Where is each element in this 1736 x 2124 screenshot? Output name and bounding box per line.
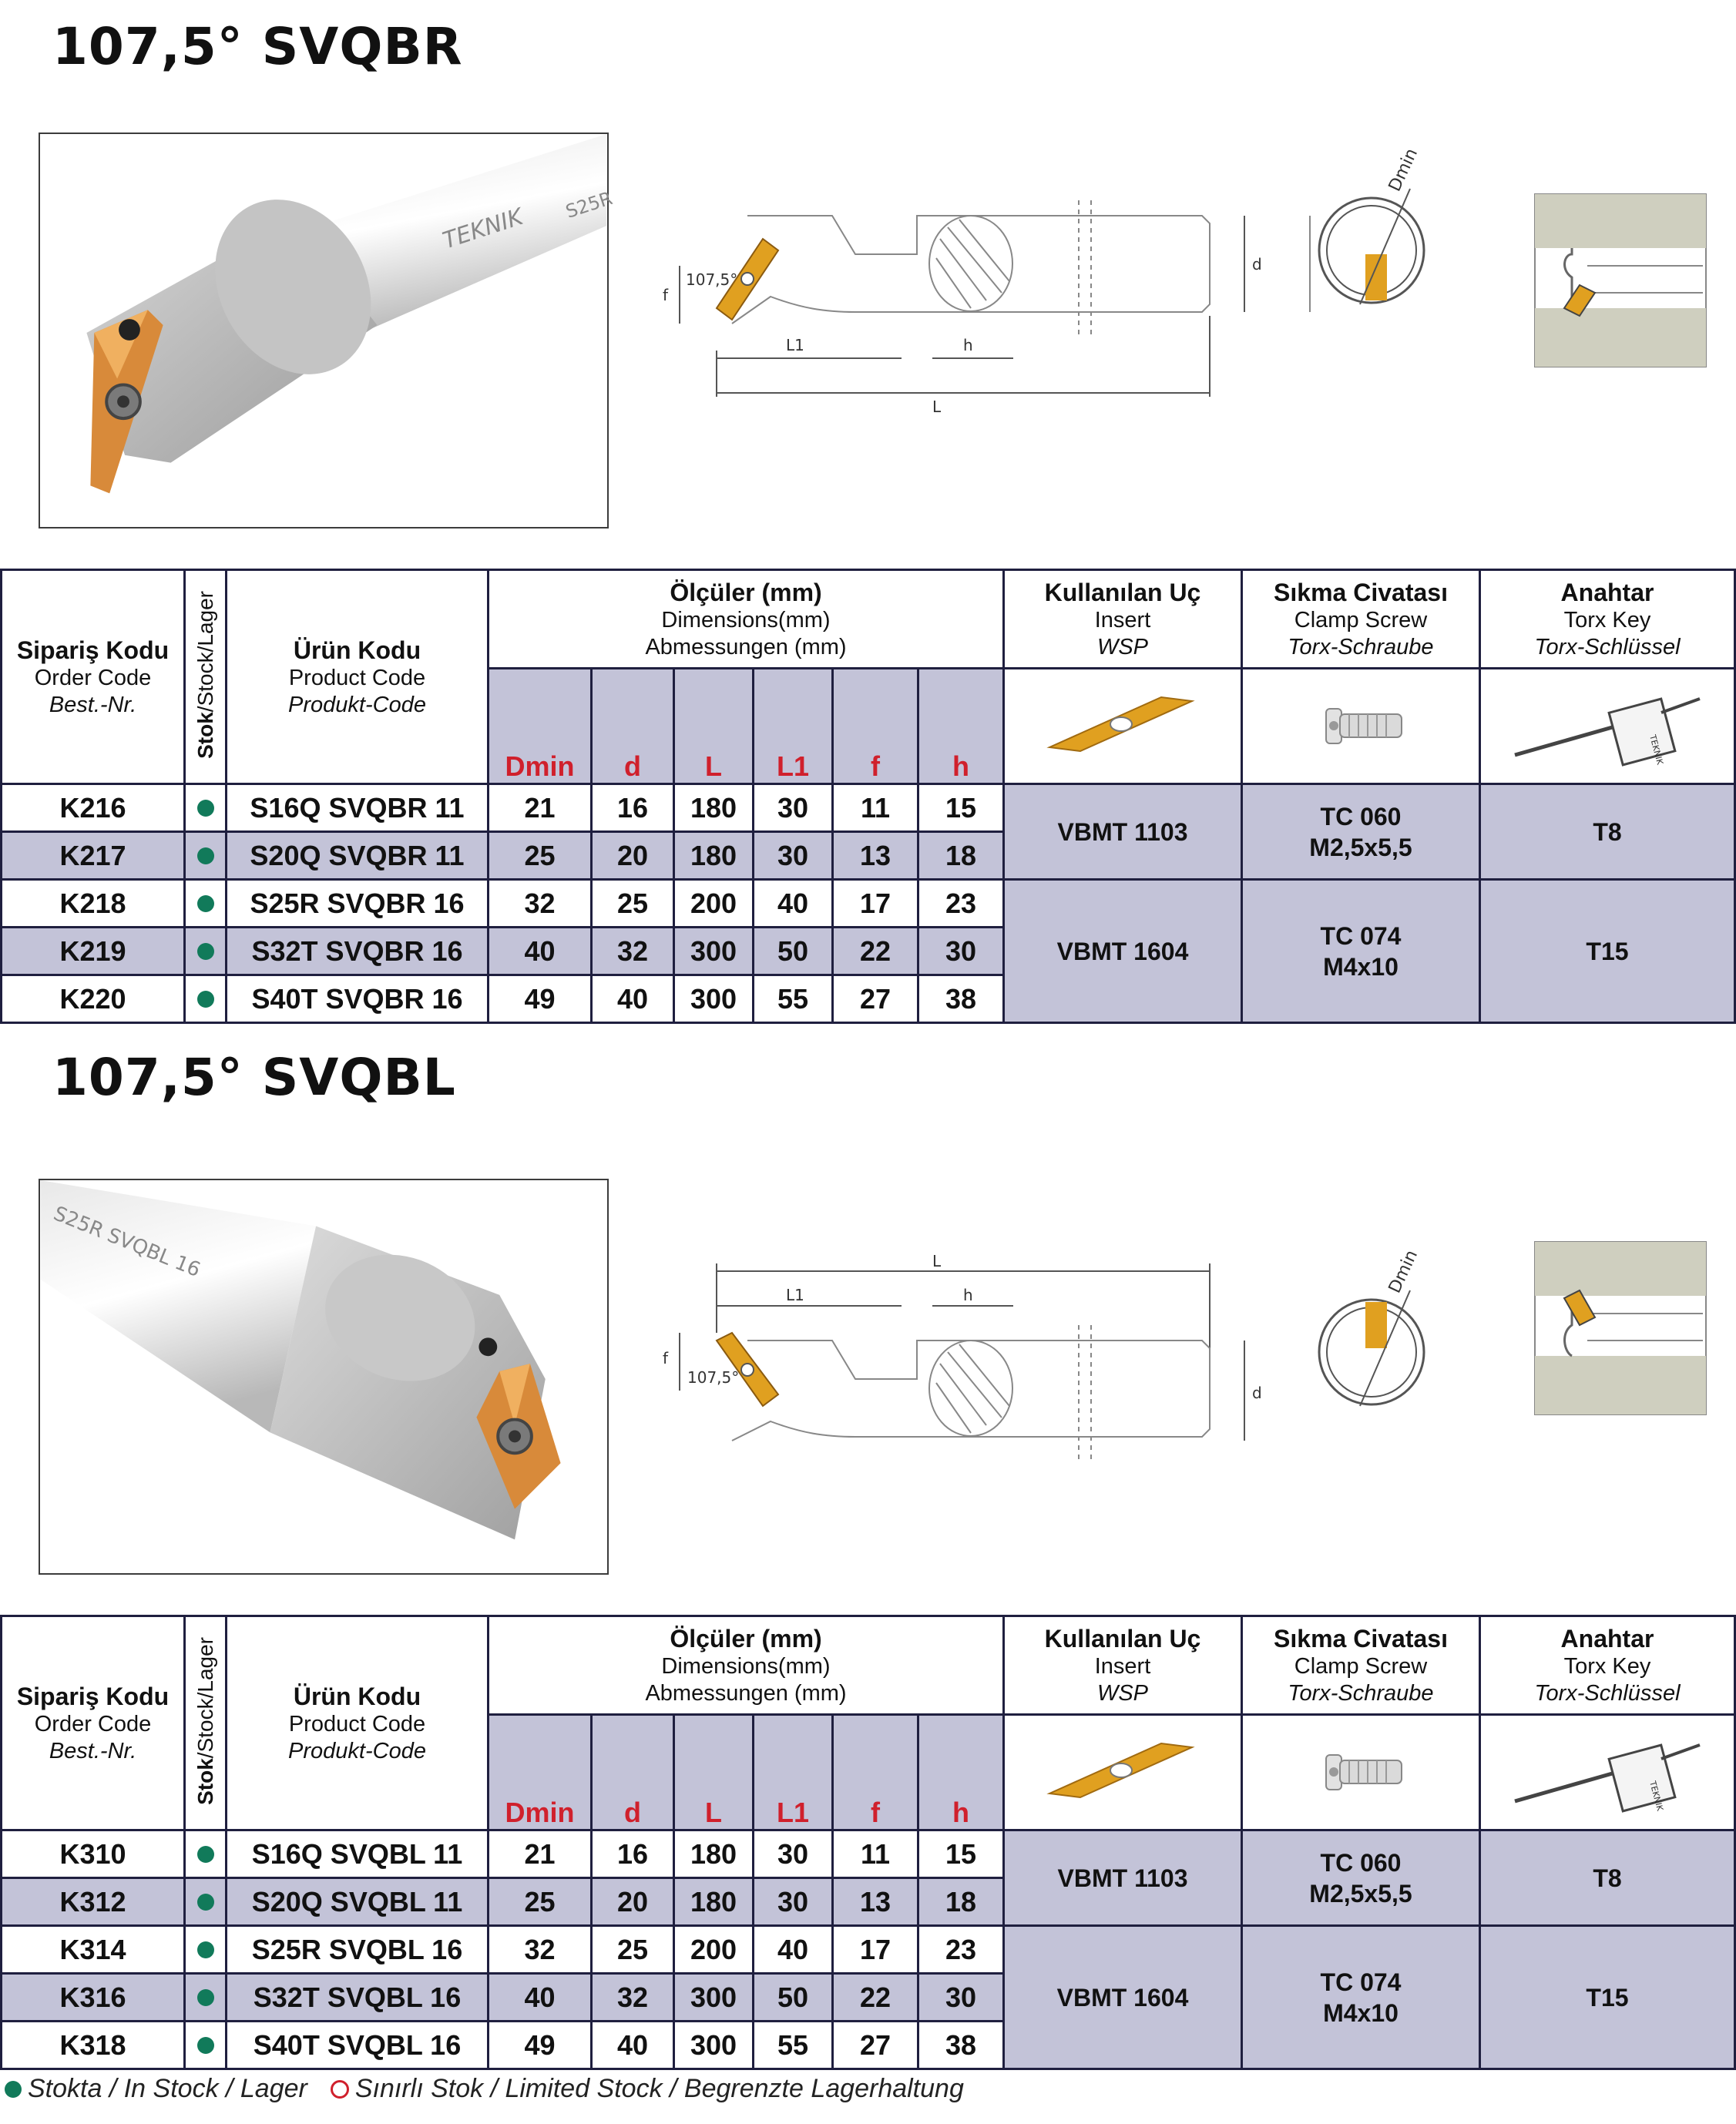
header-en: Product Code [288,1711,426,1736]
dim-col-d: d [592,669,674,784]
photo-brand-text: TEKNIK [439,203,527,255]
key-image-cell [1480,669,1735,784]
screw-cell [1242,880,1480,1023]
order-code-cell: K310 [2,1830,185,1878]
insert-image-cell [1004,1715,1242,1830]
dmin-cell: 21 [489,784,592,832]
l-cell: 180 [674,1830,754,1878]
screw-icon [1303,690,1419,759]
header-tr: Ürün Kodu [293,636,421,664]
in-stock-icon [5,2081,22,2098]
l-cell: 300 [674,928,754,975]
header-tr: Sipariş Kodu [16,1682,170,1710]
l1-cell: 50 [754,928,833,975]
header-tr: Ölçüler (mm) [670,1624,822,1653]
order-code-cell: K312 [2,1878,185,1926]
stock-cell [185,928,227,975]
stock-header-rest: /Stock/Lager [193,591,217,713]
in-stock-icon [197,1894,214,1911]
header-en: Insert [1094,1653,1151,1679]
f-cell: 27 [833,975,918,1023]
dim-col-dmin: Dmin [489,669,592,784]
order-code-cell: K314 [2,1926,185,1974]
header-de: Torx-Schlüssel [1534,1680,1681,1706]
header-de: Produkt-Code [288,1738,426,1763]
f-cell: 13 [833,832,918,880]
section-title: 107,5° SVQBL [52,1048,456,1107]
stock-cell [185,2022,227,2069]
header-de: Torx-Schraube [1288,1680,1434,1706]
key-header [1480,570,1735,669]
header-de: WSP [1096,1680,1149,1706]
product-code-cell: S25R SVQBL 16 [227,1926,489,1974]
stock-cell [185,1830,227,1878]
d-cell: 25 [592,1926,674,1974]
insert-header [1004,570,1242,669]
key-cell: T8 [1480,1830,1735,1926]
l-label: L [932,1252,942,1270]
l1-cell: 30 [754,784,833,832]
d-cell: 40 [592,2022,674,2069]
bore-end-view [1310,146,1464,324]
in-stock-icon [197,895,214,912]
header-en: Clamp Screw [1294,607,1428,633]
side-view-drawing [632,1252,1271,1487]
dmin-cell: 25 [489,832,592,880]
l1-cell: 30 [754,1878,833,1926]
boring-bar-right-image [40,134,616,527]
product-code-cell: S16Q SVQBL 11 [227,1830,489,1878]
insert-cell: VBMT 1604 [1004,1926,1242,2069]
l-cell: 180 [674,832,754,880]
header-en: Dimensions(mm) [661,607,831,633]
key-cell: T15 [1480,880,1735,1023]
screw-code: TC 074 [1320,1968,1402,1996]
product-code-cell: S25R SVQBR 16 [227,880,489,928]
in-stock-icon [197,991,214,1008]
l1-cell: 55 [754,975,833,1023]
l1-cell: 55 [754,2022,833,2069]
order-code-cell: K217 [2,832,185,880]
stock-cell [185,1926,227,1974]
screw-cell [1242,784,1480,880]
header-de: Torx-Schraube [1288,634,1434,659]
stock-header-bold: Stok [193,1758,217,1805]
d-cell: 16 [592,1830,674,1878]
product-code-cell: S32T SVQBR 16 [227,928,489,975]
f-label: f [663,1349,669,1367]
dmin-cell: 40 [489,928,592,975]
key-cell: T15 [1480,1926,1735,2069]
f-cell: 13 [833,1878,918,1926]
bore-end-view [1310,1248,1464,1425]
dim-col-l1: L1 [754,1715,833,1830]
product-photo [39,133,616,528]
insert-image-cell [1004,669,1242,784]
d-cell: 25 [592,880,674,928]
header-tr: Kullanılan Uç [1044,578,1201,606]
dmin-cell: 25 [489,1878,592,1926]
screw-size: M4x10 [1323,952,1399,981]
dimensions-header [489,570,1004,669]
order-code-cell: K316 [2,1974,185,2022]
f-label: f [663,286,669,304]
key-image-cell [1480,1715,1735,1830]
dim-col-d: d [592,1715,674,1830]
d-cell: 16 [592,784,674,832]
l-cell: 180 [674,784,754,832]
photo-label-text: S25R [562,187,616,223]
header-de: Abmessungen (mm) [645,1680,847,1706]
l-cell: 300 [674,2022,754,2069]
header-en: Torx Key [1563,607,1651,633]
product-code-cell: S40T SVQBL 16 [227,2022,489,2069]
boring-bar-left-image [40,1180,607,1573]
header-tr: Ürün Kodu [293,1682,421,1710]
header-en: Clamp Screw [1294,1653,1428,1679]
header-en: Product Code [288,665,426,690]
l-cell: 300 [674,1974,754,2022]
key-header [1480,1616,1735,1715]
order-code-header [2,1616,185,1830]
h-cell: 18 [918,832,1004,880]
dim-col-l: L [674,669,754,784]
h-label: h [963,1286,973,1304]
dmin-label: Dmin [1385,146,1422,195]
h-cell: 18 [918,1878,1004,1926]
header-tr: Sıkma Civatası [1274,578,1448,606]
dimension-drawing [632,1252,1271,1487]
in-stock-icon [197,943,214,960]
h-cell: 38 [918,2022,1004,2069]
screw-size: M2,5x5,5 [1309,833,1412,861]
product-code-cell: S20Q SVQBL 11 [227,1878,489,1926]
key-brand-text: TEKNIK [1647,733,1665,767]
d-label: d [1252,255,1262,273]
spec-table-body-svqbr [0,569,1736,1024]
h-cell: 30 [918,928,1004,975]
f-cell: 27 [833,2022,918,2069]
table-row [2,1926,1735,1974]
in-stock-icon [197,2037,214,2054]
dmin-cell: 21 [489,1830,592,1878]
in-stock-icon [197,1989,214,2006]
dmin-cell: 40 [489,1974,592,2022]
table-row [2,880,1735,928]
l-cell: 180 [674,1878,754,1926]
f-cell: 22 [833,928,918,975]
insert-icon [1046,1736,1200,1805]
l-cell: 300 [674,975,754,1023]
header-tr: Kullanılan Uç [1044,1624,1201,1653]
header-tr: Anahtar [1560,578,1654,606]
order-code-header [2,570,185,784]
section-title: 107,5° SVQBR [52,17,463,76]
torx-key-icon [1507,682,1707,767]
product-photo [39,1179,609,1575]
dim-col-f: f [833,669,918,784]
in-stock-icon [197,847,214,864]
in-stock-icon [197,1846,214,1863]
bore-section-drawing [1533,1240,1711,1418]
dimensions-header [489,1616,1004,1715]
insert-cell: VBMT 1604 [1004,880,1242,1023]
stock-header-rest: /Stock/Lager [193,1637,217,1759]
order-code-cell: K216 [2,784,185,832]
torx-key-icon [1507,1728,1707,1813]
screw-header [1242,1616,1480,1715]
bore-cross-section [1533,1240,1711,1418]
h-label: h [963,336,973,354]
l1-cell: 30 [754,832,833,880]
d-cell: 40 [592,975,674,1023]
h-cell: 15 [918,1830,1004,1878]
l-label: L [932,398,942,416]
screw-size: M2,5x5,5 [1309,1879,1412,1908]
header-de: Abmessungen (mm) [645,634,847,659]
photo-label-text: S25R SVQBL 16 [50,1202,204,1283]
in-stock-icon [197,1941,214,1958]
l-cell: 200 [674,1926,754,1974]
dmin-cell: 32 [489,880,592,928]
header-en: Order Code [34,665,152,690]
header-de: Best.-Nr. [49,1738,137,1763]
angle-label: 107,5° [687,1368,740,1387]
product-code-cell: S20Q SVQBR 11 [227,832,489,880]
stock-header [185,570,227,784]
dmin-drawing [1310,1248,1464,1425]
insert-cell: VBMT 1103 [1004,1830,1242,1926]
h-cell: 15 [918,784,1004,832]
stock-header-bold: Stok [193,712,217,759]
l1-cell: 40 [754,1926,833,1974]
f-cell: 17 [833,1926,918,1974]
legend-limited: Sınırlı Stok / Limited Stock / Begrenzte Lagerhaltung [354,2074,964,2103]
screw-cell [1242,1926,1480,2069]
dim-col-dmin: Dmin [489,1715,592,1830]
dmin-label: Dmin [1385,1247,1422,1297]
screw-code: TC 060 [1320,1848,1402,1877]
dim-col-l: L [674,1715,754,1830]
stock-cell [185,880,227,928]
order-code-cell: K318 [2,2022,185,2069]
dmin-cell: 49 [489,975,592,1023]
key-cell: T8 [1480,784,1735,880]
product-code-header [227,570,489,784]
dmin-drawing [1310,146,1464,324]
limited-stock-icon [331,2080,349,2099]
header-de: Produkt-Code [288,692,426,717]
stock-header [185,1616,227,1830]
header-en: Order Code [34,1711,152,1736]
h-cell: 23 [918,1926,1004,1974]
product-code-header [227,1616,489,1830]
l1-cell: 40 [754,880,833,928]
header-de: Best.-Nr. [49,692,137,717]
l-cell: 200 [674,880,754,928]
l1-label: L1 [786,1286,804,1304]
header-de: WSP [1096,634,1149,659]
stock-cell [185,1974,227,2022]
header-en: Torx Key [1563,1653,1651,1679]
in-stock-icon [197,800,214,817]
screw-image-cell [1242,669,1480,784]
product-code-cell: S32T SVQBL 16 [227,1974,489,2022]
screw-header [1242,570,1480,669]
insert-header [1004,1616,1242,1715]
dmin-cell: 49 [489,2022,592,2069]
stock-cell [185,784,227,832]
header-de: Torx-Schlüssel [1534,634,1681,659]
screw-size: M4x10 [1323,1998,1399,2027]
table-row [2,784,1735,832]
order-code-cell: K219 [2,928,185,975]
l1-label: L1 [786,336,804,354]
d-cell: 20 [592,1878,674,1926]
f-cell: 17 [833,880,918,928]
header-tr: Ölçüler (mm) [670,578,822,606]
d-cell: 32 [592,1974,674,2022]
product-code-cell: S16Q SVQBR 11 [227,784,489,832]
key-brand-text: TEKNIK [1647,1780,1665,1813]
screw-icon [1303,1736,1419,1805]
d-label: d [1252,1384,1262,1402]
dimension-drawing [632,193,1271,424]
spec-table-body-svqbl [0,1615,1736,2070]
header-en: Insert [1094,607,1151,633]
dim-col-f: f [833,1715,918,1830]
screw-cell [1242,1830,1480,1926]
h-cell: 23 [918,880,1004,928]
l1-cell: 50 [754,1974,833,2022]
screw-code: TC 074 [1320,921,1402,950]
f-cell: 11 [833,784,918,832]
header-tr: Anahtar [1560,1624,1654,1653]
order-code-cell: K220 [2,975,185,1023]
bore-section-drawing [1533,193,1711,370]
f-cell: 11 [833,1830,918,1878]
dim-col-h: h [918,669,1004,784]
d-cell: 32 [592,928,674,975]
insert-icon [1046,690,1200,759]
header-tr: Sipariş Kodu [16,636,170,664]
screw-image-cell [1242,1715,1480,1830]
insert-cell: VBMT 1103 [1004,784,1242,880]
angle-label: 107,5° [686,270,738,289]
h-cell: 38 [918,975,1004,1023]
h-cell: 30 [918,1974,1004,2022]
order-code-cell: K218 [2,880,185,928]
f-cell: 22 [833,1974,918,2022]
legend-in-stock: Stokta / In Stock / Lager [28,2074,307,2103]
stock-cell [185,1878,227,1926]
dmin-cell: 32 [489,1926,592,1974]
l1-cell: 30 [754,1830,833,1878]
d-cell: 20 [592,832,674,880]
dim-col-l1: L1 [754,669,833,784]
header-en: Dimensions(mm) [661,1653,831,1679]
stock-cell [185,832,227,880]
bore-cross-section [1533,193,1711,370]
dim-col-h: h [918,1715,1004,1830]
product-code-cell: S40T SVQBR 16 [227,975,489,1023]
screw-code: TC 060 [1320,802,1402,830]
side-view-drawing [632,193,1271,424]
table-row [2,1830,1735,1878]
stock-cell [185,975,227,1023]
stock-legend [5,2074,964,2104]
header-tr: Sıkma Civatası [1274,1624,1448,1653]
